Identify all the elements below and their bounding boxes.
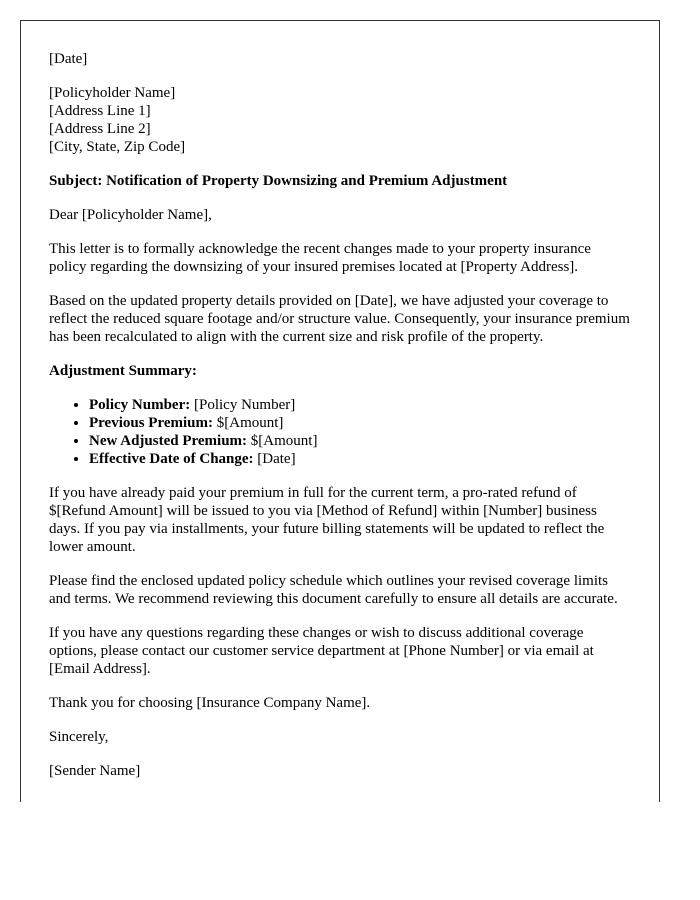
thank-you: Thank you for choosing [Insurance Company Name]. <box>49 695 371 711</box>
sender-name: [Sender Name] <box>49 763 141 779</box>
body-paragraph: This letter is to formally acknowledge the recent changes made to your property insurance policy regarding the downsizing of your insured premises located at [Property Address]. <box>49 241 591 275</box>
summary-item: • Effective Date of Change: [Date] <box>89 450 631 468</box>
subject-line: Subject: Notification of Property Downsizing and Premium Adjustment <box>49 173 508 189</box>
summary-item: • New Adjusted Premium: $[Amount] <box>89 432 631 450</box>
address-city: [City, State, Zip Code] <box>49 139 186 155</box>
salutation: Dear [Policyholder Name], <box>49 207 212 223</box>
address-line-2: [Address Line 2] <box>49 121 151 137</box>
summary-item: • Policy Number: [Policy Number] <box>89 396 631 414</box>
body-paragraph: Based on the updated property details provided on [Date], we have adjusted your coverage to reflect the reduced square footage and/or structure value. Consequently, your insurance premium has been recalculated to align with the current size and risk profile of the property. <box>49 293 630 345</box>
summary-list <box>49 396 631 468</box>
summary-item: • Previous Premium: $[Amount] <box>89 414 631 432</box>
body-paragraph: If you have any questions regarding these changes or wish to discuss additional coverage options, please contact our customer service department at [Phone Number] or via email at [Email Address]. <box>49 625 594 677</box>
letter-page <box>20 20 660 802</box>
closing: Sincerely, <box>49 729 109 745</box>
recipient-name: [Policyholder Name] <box>49 85 176 101</box>
summary-heading: Adjustment Summary: <box>49 363 197 379</box>
body-paragraph: If you have already paid your premium in full for the current term, a pro-rated refund of $[Refund Amount] will be issued to you via [Method of Refund] within [Number] business days. If you pay via installments, your future billing statements will be updated to reflect the lower amount. <box>49 485 605 555</box>
address-line-1: [Address Line 1] <box>49 103 151 119</box>
body-paragraph: Please find the enclosed updated policy schedule which outlines your revised coverage limits and terms. We recommend reviewing this document carefully to ensure all details are accurate. <box>49 573 618 607</box>
letter-date: [Date] <box>49 51 88 67</box>
recipient-address <box>49 84 631 156</box>
